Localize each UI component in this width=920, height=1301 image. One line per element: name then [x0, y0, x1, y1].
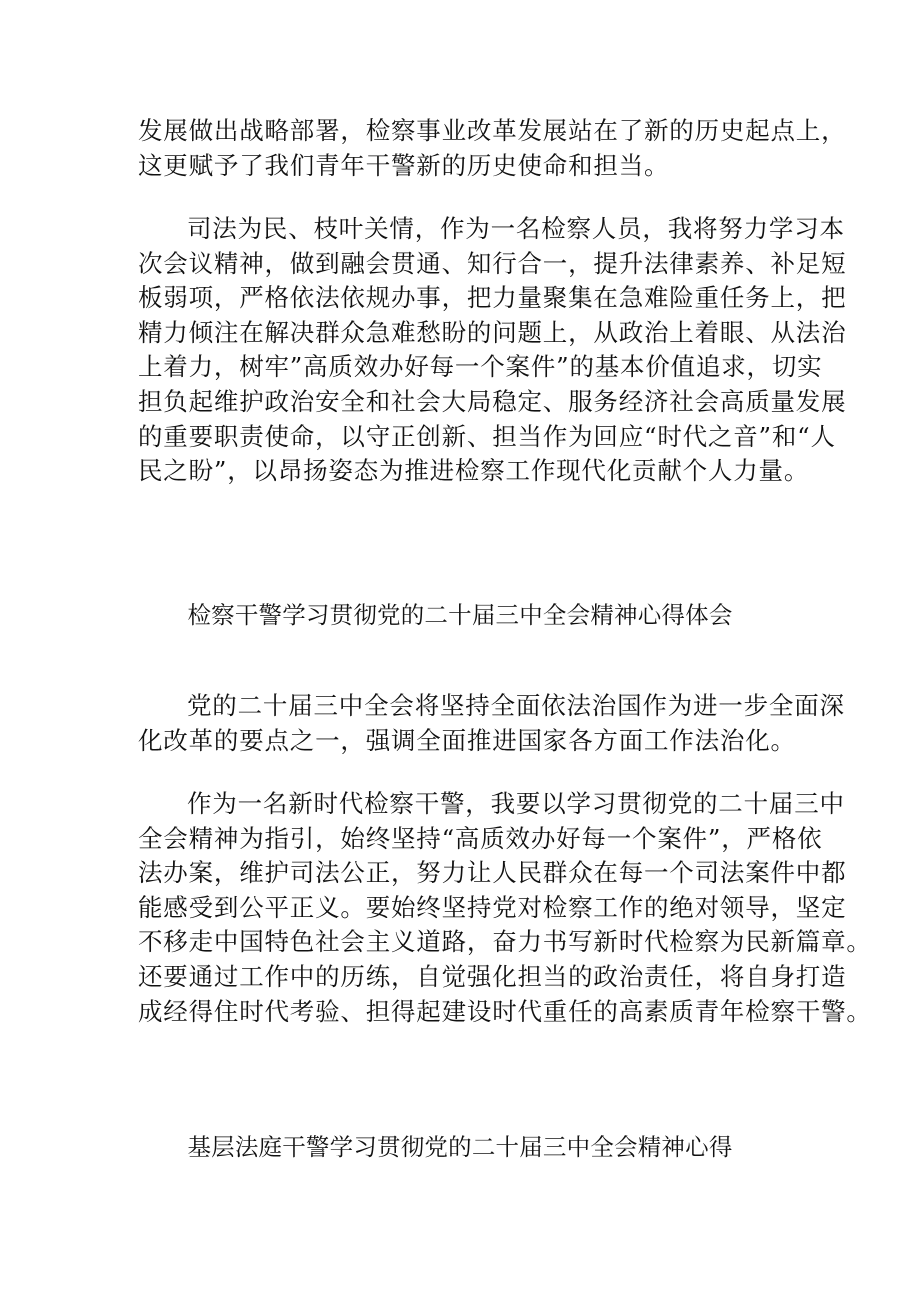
text-line: 次会议精神，做到融会贯通、知行合一，提升法律素养、补足短 — [138, 248, 847, 278]
text-line: 能感受到公平正义。要始终坚持党对检察工作的绝对领导，坚定 — [138, 892, 847, 922]
text-line: 法办案，维护司法公正，努力让人民群众在每一个司法案件中都 — [138, 858, 847, 888]
paragraph-continuation — [138, 114, 847, 183]
text-line: 成经得住时代考验、担得起建设时代重任的高素质青年检察干警。 — [138, 996, 872, 1026]
text-line: 担负起维护政治安全和社会大局稳定、服务经济社会高质量发展 — [138, 386, 847, 416]
text-line: 化改革的要点之一，强调全面推进国家各方面工作法治化。 — [138, 725, 796, 755]
paragraph-intro — [138, 689, 845, 758]
text-line: 作为一名新时代检察干警，我要以学习贯彻党的二十届三中 — [187, 789, 845, 818]
text-line: 板弱项，严格依法依规办事，把力量聚集在急难险重任务上，把 — [138, 283, 847, 313]
text-line: 上着力，树牢”高质效办好每一个案件”的基本价值追求，切实 — [138, 352, 823, 382]
section-heading: 检察干警学习贯彻党的二十届三中全会精神心得体会 — [187, 601, 733, 629]
text-line: 全会精神为指引，始终坚持“高质效办好每一个案件”，严格依 — [138, 823, 823, 853]
text-line: 的重要职责使命，以守正创新、担当作为回应“时代之音”和“人 — [138, 421, 836, 451]
text-line: 还要通过工作中的历练，自觉强化担当的政治责任，将自身打造 — [138, 961, 847, 991]
section-heading: 基层法庭干警学习贯彻党的二十届三中全会精神心得 — [187, 1133, 733, 1161]
text-line: 司法为民、枝叶关情，作为一名检察人员，我将努力学习本 — [187, 214, 845, 243]
paragraph-commitment — [138, 212, 847, 489]
paragraph-body — [138, 787, 872, 1029]
text-line: 民之盼”，以昂扬姿态为推进检察工作现代化贡献个人力量。 — [138, 456, 810, 486]
text-line: 这更赋予了我们青年干警新的历史使命和担当。 — [138, 150, 670, 180]
text-line: 不移走中国特色社会主义道路，奋力书写新时代检察为民新篇章。 — [138, 927, 872, 957]
text-line: 发展做出战略部署，检察事业改革发展站在了新的历史起点上， — [138, 116, 847, 145]
text-line: 党的二十届三中全会将坚持全面依法治国作为进一步全面深 — [187, 691, 845, 720]
text-line: 精力倾注在解决群众急难愁盼的问题上，从政治上着眼、从法治 — [138, 317, 847, 347]
